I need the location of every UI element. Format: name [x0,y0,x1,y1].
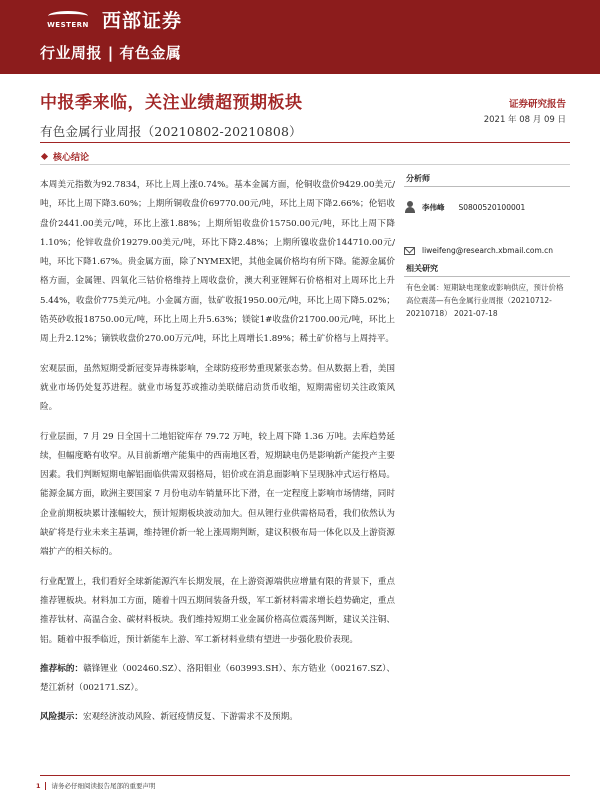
paragraph-prices: 本周美元指数为92.7834，环比上周上涨0.74%。基本金属方面，伦铜收盘价9429.00美元/吨，环比上周下降3.60%；上期所铜收盘价69770.00元/吨，环比上周下降2.66%；伦铝收盘价2441.00美元/吨，环比上涨1.88%；上期所铝收盘价15750.00元/吨，环比上周下降1.10%；伦锌收盘价19279.00美元/吨，环比下降2.48%；上期所镍收盘价144710.00元/吨，环比下降1.67%。贵金属方面，除了NYMEX钯，其他金属价格均有所下降。能源金属价格方面，金属锂、四氧化三钴价格维持上周收盘价，澳大利亚锂辉石价格相对上周环比上升5.44%，收盘价775美元/吨。小金属方面，钛矿收报1950.00元/吨，环比上周下降5.02%；锆英砂收报18750.00元/吨，环比上周上升5.63%；镁锭1#收盘价21700.00元/吨，环比上周上升2.12%；镝铁收盘价270.00万元/吨，环比上周增长1.89%；稀土矿价格与上周持平。 [40,180,395,345]
analyst-row [404,201,570,213]
mail-icon [404,247,415,255]
analyst-id: S0800520100001 [458,202,526,212]
diamond-bullet-icon [41,153,48,160]
title-divider [40,142,570,143]
email-row [404,246,570,255]
section-divider [40,164,570,165]
logo-en-text: WESTERN [47,20,89,29]
paragraph-macro: 宏观层面，虽然短期受新冠变异毒株影响，全球防疫形势重现紧张态势。但从数据上看，美国就业市场仍处复苏进程。就业市场复苏或推动美联储启动货币收缩，短期需密切关注政策风险。 [40,363,395,413]
footer-disclaimer: 请务必仔细阅读报告尾部的重要声明 [51,782,156,790]
paragraph-industry: 行业层面，7 月 29 日全国十二地铝锭库存 79.72 万吨，较上周下降 1.36 万吨。去库趋势延续，但幅度略有收窄。从目前新增产能集中的西南地区看，短期缺电仍是影响新产能投产主要因素。我们判断短期电解铝面临供需双弱格局，铝价或在消息面影响下呈现脉冲式运行格局。能源金属方面，欧洲主要国家 7 月份电动车销量环比下滑，在一定程度上影响市场情绪，同时企业前期板块累计涨幅较大，预计短期板块波动加大。但从锂行业供需格局看，我们依然认为缺矿将是行业未来主基调，维持锂价新一轮上涨周期判断，建议积极布局一体化以及上游资源端扩产的相关标的。 [40,431,395,558]
risk-text: 宏观经济波动风险、新冠疫情反复、下游需求不及预期。 [82,712,298,723]
paragraph-allocation: 行业配置上，我们看好全球新能源汽车长期发展，在上游资源端供应增量有限的背景下，重点推荐锂板块。材料加工方面，随着十四五期间装备升级，军工新材料需求增长趋势确定，重点推荐钛材、高温合金、碳材料板块。我们维持短期工业金属价格高位震荡判断，建议关注铜、铝。随着中报季临近，预计新能车上游、军工新材料业绩有望进一步强化股价表现。 [40,576,395,645]
header-bar [0,0,600,74]
analyst-header: 分析师 [404,171,570,187]
section-header-core [42,150,89,163]
analyst-name: 李伟峰 [422,202,445,212]
footer-separator [45,782,46,790]
report-type: 证券研究报告 [508,99,566,110]
related-header: 相关研究 [404,261,570,277]
sidebar [404,171,570,320]
brand-logo [40,6,182,33]
footer-divider [40,775,570,776]
related-research-link[interactable]: 有色金属：短期缺电现象或影响供应，预计价格高位震荡—有色金属行业周报（20210712-20210718） 2021-07-18 [406,283,564,318]
report-main-title: 中报季来临，关注业绩超预期板块 [40,93,303,113]
report-sub-title: 有色金属行业周报（20210802-20210808） [40,124,302,139]
page-number: 1 [36,781,41,790]
paragraph-risk [40,708,395,727]
section-header-label: 核心结论 [53,153,90,163]
header-title: 行业周报 | 有色金属 [40,44,182,62]
report-date: 2021 年 08 月 09 日 [483,115,566,125]
paragraph-recommendations [40,660,395,699]
recommendations-label: 推荐标的： [40,663,84,674]
analyst-email[interactable]: liweifeng@research.xbmail.com.cn [422,246,554,255]
recommendations-text: 赣锋锂业（002460.SZ）、洛阳钼业（603993.SH）、东方锆业（002167.SZ）、楚江新材（002171.SZ）。 [40,663,395,694]
logo-cn-text: 西部证券 [102,10,183,32]
western-logo-icon [40,9,96,31]
person-icon [404,201,416,213]
risk-label: 风险提示： [40,712,83,723]
report-body [40,176,395,738]
footer [36,781,156,790]
